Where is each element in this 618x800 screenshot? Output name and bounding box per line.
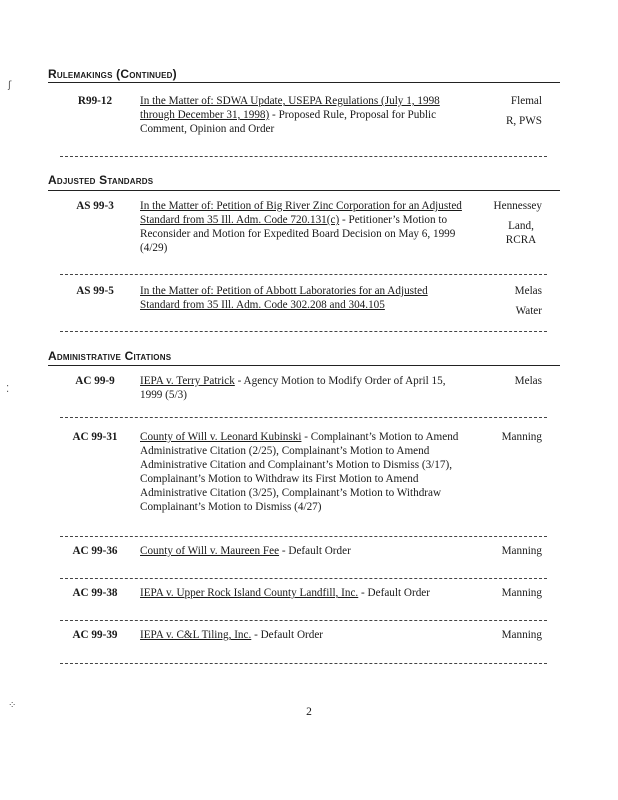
scan-mark: ʃ bbox=[8, 80, 12, 91]
docket-number: AS 99-3 bbox=[76, 200, 114, 212]
case-action: - Default Order bbox=[251, 629, 324, 641]
entry-separator bbox=[60, 536, 547, 537]
docket-number: R99-12 bbox=[77, 95, 113, 107]
docket-number: AC 99-31 bbox=[72, 431, 118, 443]
assignment bbox=[462, 628, 542, 642]
case-action: - Complainant’s Motion to Amend Administrative Citation (2/25), Complainant’s Motion to Amend Administrative Citation and Complainant’s Motion to Dismiss (3/17), Complainant’s Motion to Withdraw its First Motion to Amend Administrative Citation (3/25), Complainant’s Motion to Withdraw Complainant’s Motion to Dismiss (4/27) bbox=[140, 431, 459, 513]
case-action: - Proposed Rule, Proposal for Public Comment, Opinion and Order bbox=[140, 109, 437, 135]
entry-separator bbox=[60, 578, 547, 579]
assignment bbox=[462, 94, 542, 128]
entry-separator bbox=[60, 620, 547, 621]
case-caption: County of Will v. Leonard Kubinski bbox=[140, 431, 302, 443]
docket-number: AS 99-5 bbox=[76, 285, 114, 297]
case-caption: IEPA v. Terry Patrick bbox=[140, 375, 235, 387]
docket-number: AC 99-36 bbox=[72, 545, 118, 557]
scan-mark: ⁚ bbox=[6, 384, 10, 395]
assignment bbox=[462, 544, 542, 558]
board-member: Manning bbox=[501, 587, 542, 599]
entry-description bbox=[140, 544, 470, 558]
assignment bbox=[462, 374, 542, 388]
assignment bbox=[462, 284, 542, 318]
case-category: R, PWS bbox=[505, 115, 542, 127]
page-number: 2 bbox=[306, 706, 312, 718]
board-member: Melas bbox=[514, 285, 542, 297]
case-caption: In the Matter of: Petition of Big River Zinc Corporation for an Adjusted Standard from 35 Ill. Adm. Code 720.131(c) bbox=[140, 200, 462, 226]
board-member: Manning bbox=[501, 431, 542, 443]
board-member: Melas bbox=[514, 375, 542, 387]
case-caption: IEPA v. C&L Tiling, Inc. bbox=[140, 629, 252, 641]
entry-description bbox=[140, 628, 470, 642]
board-member: Hennessey bbox=[493, 200, 542, 212]
section-rule bbox=[48, 190, 560, 191]
entry-separator bbox=[60, 274, 547, 275]
assignment bbox=[462, 430, 542, 444]
board-member: Manning bbox=[501, 629, 542, 641]
case-caption: In the Matter of: SDWA Update, USEPA Regulations (July 1, 1998 through December 31, 1998) bbox=[140, 95, 440, 121]
entry-description bbox=[140, 430, 470, 514]
entry-separator bbox=[60, 417, 547, 418]
docket-number: AC 99-38 bbox=[72, 587, 118, 599]
section-rule bbox=[48, 82, 560, 83]
case-action: - Default Order bbox=[279, 545, 351, 557]
case-caption: IEPA v. Upper Rock Island County Landfill, Inc. bbox=[140, 587, 359, 599]
section-rule bbox=[48, 365, 560, 366]
entry-description bbox=[140, 586, 470, 600]
entry-description bbox=[140, 199, 470, 255]
case-action: - Agency Motion to Modify Order of April 15, 1999 (5/3) bbox=[140, 375, 446, 401]
entry-separator bbox=[60, 663, 547, 664]
board-member: Manning bbox=[501, 545, 542, 557]
entry-description bbox=[140, 94, 470, 136]
entry-separator bbox=[60, 331, 547, 332]
scan-mark: ⁘ bbox=[8, 700, 17, 711]
assignment bbox=[462, 586, 542, 600]
entry-separator bbox=[60, 156, 547, 157]
case-action: - Petitioner’s Motion to Reconsider and Motion for Expedited Board Decision on May 6, 1999 (4/29) bbox=[140, 214, 456, 254]
section-heading-adjusted-standards: Adjusted Standards bbox=[48, 173, 154, 187]
entry-description bbox=[140, 284, 470, 312]
case-caption: County of Will v. Maureen Fee bbox=[140, 545, 280, 557]
docket-number: AC 99-39 bbox=[72, 629, 118, 641]
case-category: Land, RCRA bbox=[505, 220, 537, 246]
entry-description bbox=[140, 374, 470, 402]
assignment bbox=[462, 199, 542, 247]
docket-number: AC 99-9 bbox=[75, 375, 115, 387]
section-heading-administrative-citations: Administrative Citations bbox=[48, 349, 172, 363]
case-category: Water bbox=[515, 305, 542, 317]
section-heading-rulemakings: Rulemakings (Continued) bbox=[48, 67, 177, 81]
case-action: - Default Order bbox=[358, 587, 430, 599]
case-caption: In the Matter of: Petition of Abbott Laboratories for an Adjusted Standard from 35 Ill. Adm. Code 302.208 and 304.105 bbox=[140, 285, 428, 311]
board-member: Flemal bbox=[510, 95, 542, 107]
